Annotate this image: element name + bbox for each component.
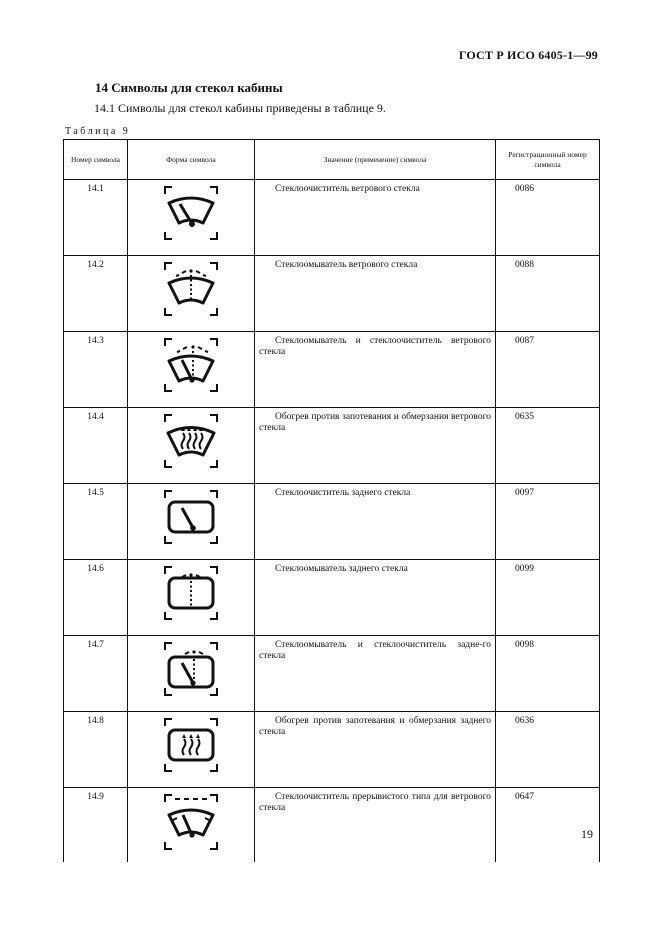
table-label: Таблица 9 <box>65 126 131 137</box>
registration-number: 0087 <box>496 332 600 408</box>
windshield-washer-wiper-icon <box>163 337 219 393</box>
rear-window-wiper-icon <box>163 489 219 545</box>
symbol-meaning: Обогрев против запотевания и обмерзания ветрового стекла <box>259 412 491 433</box>
symbol-meaning: Стеклоомыватель и стеклоочиститель задне-го стекла <box>259 640 491 661</box>
registration-number: 0647 <box>496 788 600 863</box>
symbol-meaning: Стеклоомыватель и стеклоочиститель ветрового стекла <box>259 336 491 357</box>
registration-number: 0097 <box>496 484 600 560</box>
header-reg: Регистрационный номер символа <box>496 140 600 180</box>
symbol-number: 14.8 <box>64 712 128 788</box>
windshield-defrost-icon <box>163 413 219 469</box>
registration-number: 0636 <box>496 712 600 788</box>
rear-window-washer-icon <box>163 565 219 621</box>
rear-window-defrost-icon <box>163 717 219 773</box>
registration-number: 0099 <box>496 560 600 636</box>
table-row <box>64 636 600 712</box>
intermittent-wiper-icon <box>163 793 219 851</box>
symbol-number: 14.5 <box>64 484 128 560</box>
registration-number: 0086 <box>496 180 600 256</box>
document-header: ГОСТ Р ИСО 6405-1—99 <box>458 48 598 62</box>
windshield-wiper-icon <box>163 185 219 241</box>
table-row <box>64 788 600 863</box>
symbol-meaning: Стеклоочиститель ветрового стекла <box>275 184 420 194</box>
symbol-number: 14.3 <box>64 332 128 408</box>
table-row <box>64 180 600 256</box>
symbol-number: 14.2 <box>64 256 128 332</box>
header-num: Номер символа <box>64 140 128 180</box>
symbol-meaning: Обогрев против запотевания и обмерзания заднего стекла <box>259 716 491 737</box>
symbols-table <box>63 139 600 862</box>
symbol-number: 14.4 <box>64 408 128 484</box>
header-meaning: Значение (применение) символа <box>255 140 496 180</box>
symbol-meaning: Стеклоочиститель прерывистого типа для ветрового стекла <box>259 792 491 813</box>
table-row <box>64 256 600 332</box>
rear-window-washer-wiper-icon <box>163 641 219 697</box>
page-number: 19 <box>581 827 593 841</box>
symbol-meaning: Стеклоомыватель ветрового стекла <box>275 260 418 270</box>
symbol-meaning: Стеклоомыватель заднего стекла <box>275 564 408 574</box>
table-row <box>64 484 600 560</box>
registration-number: 0635 <box>496 408 600 484</box>
table-row <box>64 408 600 484</box>
windshield-washer-icon <box>163 261 219 317</box>
symbol-number: 14.7 <box>64 636 128 712</box>
table-row <box>64 332 600 408</box>
table-header-row <box>64 140 600 180</box>
section-intro: 14.1 Символы для стекол кабины приведены в таблице 9. <box>94 101 386 115</box>
symbol-number: 14.6 <box>64 560 128 636</box>
registration-number: 0098 <box>496 636 600 712</box>
header-shape: Форма символа <box>128 140 255 180</box>
table-row <box>64 712 600 788</box>
symbol-meaning: Стеклоочиститель заднего стекла <box>275 488 411 498</box>
symbol-number: 14.9 <box>64 788 128 863</box>
table-row <box>64 560 600 636</box>
section-title: 14 Символы для стекол кабины <box>95 80 283 95</box>
registration-number: 0088 <box>496 256 600 332</box>
symbol-number: 14.1 <box>64 180 128 256</box>
